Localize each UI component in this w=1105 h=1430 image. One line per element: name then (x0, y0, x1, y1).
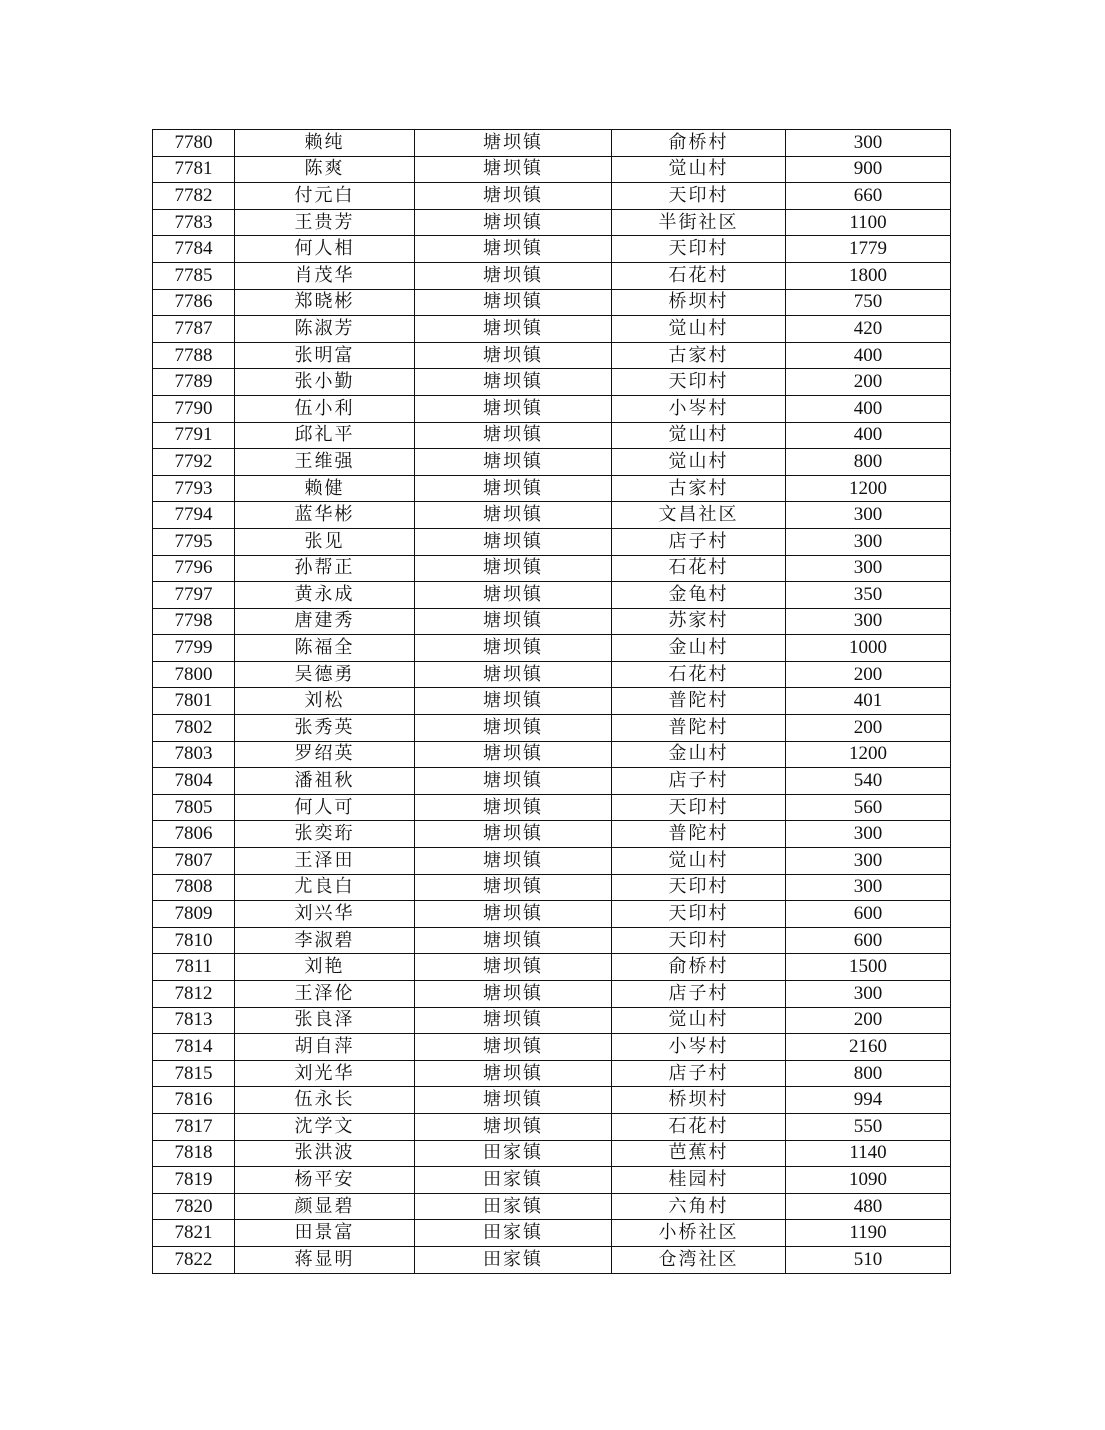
village-cell: 桥坝村 (612, 289, 786, 316)
person-name-cell: 张洪波 (235, 1140, 415, 1167)
town-cell: 田家镇 (415, 1167, 612, 1194)
person-name-cell: 何人相 (235, 236, 415, 263)
row-number-cell: 7786 (153, 289, 235, 316)
row-number-cell: 7796 (153, 555, 235, 582)
row-number-cell: 7787 (153, 316, 235, 343)
table-row (153, 1087, 951, 1114)
amount-cell: 300 (786, 130, 951, 157)
person-name-cell: 田景富 (235, 1220, 415, 1247)
village-cell: 觉山村 (612, 449, 786, 476)
town-cell: 塘坝镇 (415, 1087, 612, 1114)
table-row (153, 1220, 951, 1247)
person-name-cell: 赖纯 (235, 130, 415, 157)
village-cell: 石花村 (612, 555, 786, 582)
row-number-cell: 7788 (153, 342, 235, 369)
person-name-cell: 刘艳 (235, 954, 415, 981)
person-name-cell: 蒋显明 (235, 1246, 415, 1273)
amount-cell: 420 (786, 316, 951, 343)
amount-cell: 1500 (786, 954, 951, 981)
person-name-cell: 张奕珩 (235, 821, 415, 848)
table-row (153, 183, 951, 210)
amount-cell: 200 (786, 715, 951, 742)
amount-cell: 480 (786, 1193, 951, 1220)
amount-cell: 300 (786, 528, 951, 555)
amount-cell: 300 (786, 821, 951, 848)
row-number-cell: 7801 (153, 688, 235, 715)
row-number-cell: 7781 (153, 156, 235, 183)
table-row (153, 422, 951, 449)
person-name-cell: 张良泽 (235, 1007, 415, 1034)
village-cell: 小桥社区 (612, 1220, 786, 1247)
village-cell: 店子村 (612, 768, 786, 795)
amount-cell: 400 (786, 422, 951, 449)
row-number-cell: 7821 (153, 1220, 235, 1247)
person-name-cell: 王贵芳 (235, 209, 415, 236)
village-cell: 金山村 (612, 741, 786, 768)
amount-cell: 800 (786, 1060, 951, 1087)
table-row (153, 688, 951, 715)
amount-cell: 350 (786, 582, 951, 609)
row-number-cell: 7780 (153, 130, 235, 157)
table-row (153, 289, 951, 316)
village-cell: 觉山村 (612, 1007, 786, 1034)
row-number-cell: 7803 (153, 741, 235, 768)
row-number-cell: 7811 (153, 954, 235, 981)
table-row (153, 1167, 951, 1194)
table-row (153, 236, 951, 263)
table-row (153, 741, 951, 768)
amount-cell: 510 (786, 1246, 951, 1273)
table-row (153, 901, 951, 928)
village-cell: 金龟村 (612, 582, 786, 609)
town-cell: 塘坝镇 (415, 369, 612, 396)
table-row (153, 635, 951, 662)
table-row (153, 608, 951, 635)
person-name-cell: 黄永成 (235, 582, 415, 609)
amount-cell: 1140 (786, 1140, 951, 1167)
amount-cell: 1190 (786, 1220, 951, 1247)
person-name-cell: 刘松 (235, 688, 415, 715)
person-name-cell: 张见 (235, 528, 415, 555)
village-cell: 小岑村 (612, 395, 786, 422)
amount-cell: 300 (786, 502, 951, 529)
row-number-cell: 7795 (153, 528, 235, 555)
table-row (153, 156, 951, 183)
table-row (153, 502, 951, 529)
amount-cell: 300 (786, 981, 951, 1008)
table-row (153, 342, 951, 369)
amount-cell: 2160 (786, 1034, 951, 1061)
table-row (153, 794, 951, 821)
amount-cell: 200 (786, 1007, 951, 1034)
person-name-cell: 胡自萍 (235, 1034, 415, 1061)
village-cell: 金山村 (612, 635, 786, 662)
row-number-cell: 7800 (153, 661, 235, 688)
village-cell: 天印村 (612, 874, 786, 901)
amount-cell: 750 (786, 289, 951, 316)
row-number-cell: 7798 (153, 608, 235, 635)
person-name-cell: 邱礼平 (235, 422, 415, 449)
town-cell: 塘坝镇 (415, 528, 612, 555)
amount-cell: 800 (786, 449, 951, 476)
town-cell: 田家镇 (415, 1140, 612, 1167)
town-cell: 塘坝镇 (415, 848, 612, 875)
person-name-cell: 蓝华彬 (235, 502, 415, 529)
village-cell: 普陀村 (612, 688, 786, 715)
table-row (153, 1113, 951, 1140)
row-number-cell: 7805 (153, 794, 235, 821)
row-number-cell: 7799 (153, 635, 235, 662)
amount-cell: 540 (786, 768, 951, 795)
town-cell: 塘坝镇 (415, 502, 612, 529)
person-name-cell: 伍永长 (235, 1087, 415, 1114)
row-number-cell: 7793 (153, 475, 235, 502)
village-cell: 文昌社区 (612, 502, 786, 529)
amount-cell: 1090 (786, 1167, 951, 1194)
amount-cell: 400 (786, 342, 951, 369)
town-cell: 塘坝镇 (415, 262, 612, 289)
person-name-cell: 郑晓彬 (235, 289, 415, 316)
amount-cell: 900 (786, 156, 951, 183)
table-row (153, 874, 951, 901)
table-row (153, 395, 951, 422)
village-cell: 店子村 (612, 981, 786, 1008)
table-row (153, 848, 951, 875)
amount-cell: 1779 (786, 236, 951, 263)
village-cell: 桥坝村 (612, 1087, 786, 1114)
amount-cell: 600 (786, 901, 951, 928)
person-name-cell: 孙帮正 (235, 555, 415, 582)
row-number-cell: 7807 (153, 848, 235, 875)
town-cell: 塘坝镇 (415, 1034, 612, 1061)
table-row (153, 449, 951, 476)
row-number-cell: 7819 (153, 1167, 235, 1194)
person-name-cell: 罗绍英 (235, 741, 415, 768)
roster-table (152, 129, 951, 1274)
person-name-cell: 张秀英 (235, 715, 415, 742)
amount-cell: 1800 (786, 262, 951, 289)
table-row (153, 661, 951, 688)
table-row (153, 1193, 951, 1220)
town-cell: 塘坝镇 (415, 395, 612, 422)
table-row (153, 475, 951, 502)
town-cell: 田家镇 (415, 1246, 612, 1273)
table-row (153, 981, 951, 1008)
person-name-cell: 何人可 (235, 794, 415, 821)
person-name-cell: 颜显碧 (235, 1193, 415, 1220)
town-cell: 塘坝镇 (415, 954, 612, 981)
table-row (153, 130, 951, 157)
amount-cell: 300 (786, 874, 951, 901)
town-cell: 塘坝镇 (415, 289, 612, 316)
amount-cell: 600 (786, 927, 951, 954)
village-cell: 芭蕉村 (612, 1140, 786, 1167)
town-cell: 塘坝镇 (415, 316, 612, 343)
town-cell: 塘坝镇 (415, 342, 612, 369)
amount-cell: 994 (786, 1087, 951, 1114)
town-cell: 塘坝镇 (415, 741, 612, 768)
row-number-cell: 7808 (153, 874, 235, 901)
row-number-cell: 7784 (153, 236, 235, 263)
person-name-cell: 吴德勇 (235, 661, 415, 688)
town-cell: 塘坝镇 (415, 422, 612, 449)
person-name-cell: 张小勤 (235, 369, 415, 396)
person-name-cell: 杨平安 (235, 1167, 415, 1194)
village-cell: 仓湾社区 (612, 1246, 786, 1273)
table-row (153, 555, 951, 582)
amount-cell: 1200 (786, 741, 951, 768)
village-cell: 六角村 (612, 1193, 786, 1220)
town-cell: 塘坝镇 (415, 981, 612, 1008)
village-cell: 小岑村 (612, 1034, 786, 1061)
village-cell: 觉山村 (612, 422, 786, 449)
village-cell: 觉山村 (612, 848, 786, 875)
row-number-cell: 7804 (153, 768, 235, 795)
row-number-cell: 7813 (153, 1007, 235, 1034)
amount-cell: 550 (786, 1113, 951, 1140)
table-row (153, 262, 951, 289)
village-cell: 天印村 (612, 236, 786, 263)
village-cell: 古家村 (612, 342, 786, 369)
town-cell: 塘坝镇 (415, 768, 612, 795)
table-row (153, 369, 951, 396)
table-row (153, 1007, 951, 1034)
village-cell: 天印村 (612, 794, 786, 821)
village-cell: 古家村 (612, 475, 786, 502)
person-name-cell: 唐建秀 (235, 608, 415, 635)
person-name-cell: 陈福全 (235, 635, 415, 662)
row-number-cell: 7789 (153, 369, 235, 396)
amount-cell: 560 (786, 794, 951, 821)
town-cell: 塘坝镇 (415, 130, 612, 157)
amount-cell: 1200 (786, 475, 951, 502)
row-number-cell: 7816 (153, 1087, 235, 1114)
row-number-cell: 7782 (153, 183, 235, 210)
table-row (153, 582, 951, 609)
row-number-cell: 7802 (153, 715, 235, 742)
village-cell: 桂园村 (612, 1167, 786, 1194)
village-cell: 天印村 (612, 927, 786, 954)
row-number-cell: 7815 (153, 1060, 235, 1087)
town-cell: 塘坝镇 (415, 1060, 612, 1087)
amount-cell: 660 (786, 183, 951, 210)
row-number-cell: 7794 (153, 502, 235, 529)
town-cell: 田家镇 (415, 1193, 612, 1220)
amount-cell: 300 (786, 608, 951, 635)
town-cell: 塘坝镇 (415, 635, 612, 662)
table-row (153, 316, 951, 343)
table-row (153, 209, 951, 236)
person-name-cell: 陈淑芳 (235, 316, 415, 343)
row-number-cell: 7797 (153, 582, 235, 609)
town-cell: 塘坝镇 (415, 1113, 612, 1140)
town-cell: 塘坝镇 (415, 449, 612, 476)
village-cell: 天印村 (612, 369, 786, 396)
town-cell: 塘坝镇 (415, 209, 612, 236)
row-number-cell: 7810 (153, 927, 235, 954)
table-row (153, 1246, 951, 1273)
amount-cell: 300 (786, 848, 951, 875)
village-cell: 店子村 (612, 1060, 786, 1087)
person-name-cell: 潘祖秋 (235, 768, 415, 795)
amount-cell: 1000 (786, 635, 951, 662)
row-number-cell: 7792 (153, 449, 235, 476)
village-cell: 俞桥村 (612, 954, 786, 981)
row-number-cell: 7817 (153, 1113, 235, 1140)
village-cell: 天印村 (612, 901, 786, 928)
amount-cell: 400 (786, 395, 951, 422)
amount-cell: 401 (786, 688, 951, 715)
person-name-cell: 刘光华 (235, 1060, 415, 1087)
row-number-cell: 7818 (153, 1140, 235, 1167)
row-number-cell: 7806 (153, 821, 235, 848)
row-number-cell: 7820 (153, 1193, 235, 1220)
person-name-cell: 赖健 (235, 475, 415, 502)
town-cell: 塘坝镇 (415, 874, 612, 901)
town-cell: 塘坝镇 (415, 555, 612, 582)
town-cell: 田家镇 (415, 1220, 612, 1247)
amount-cell: 300 (786, 555, 951, 582)
town-cell: 塘坝镇 (415, 183, 612, 210)
person-name-cell: 张明富 (235, 342, 415, 369)
village-cell: 半街社区 (612, 209, 786, 236)
table-row (153, 1034, 951, 1061)
table-row (153, 715, 951, 742)
amount-cell: 200 (786, 369, 951, 396)
person-name-cell: 付元白 (235, 183, 415, 210)
row-number-cell: 7791 (153, 422, 235, 449)
town-cell: 塘坝镇 (415, 582, 612, 609)
town-cell: 塘坝镇 (415, 156, 612, 183)
row-number-cell: 7785 (153, 262, 235, 289)
person-name-cell: 王泽伦 (235, 981, 415, 1008)
person-name-cell: 王泽田 (235, 848, 415, 875)
roster-table-body (153, 130, 951, 1274)
amount-cell: 1100 (786, 209, 951, 236)
village-cell: 普陀村 (612, 821, 786, 848)
town-cell: 塘坝镇 (415, 901, 612, 928)
village-cell: 石花村 (612, 1113, 786, 1140)
town-cell: 塘坝镇 (415, 927, 612, 954)
town-cell: 塘坝镇 (415, 475, 612, 502)
town-cell: 塘坝镇 (415, 821, 612, 848)
town-cell: 塘坝镇 (415, 236, 612, 263)
town-cell: 塘坝镇 (415, 794, 612, 821)
amount-cell: 200 (786, 661, 951, 688)
person-name-cell: 李淑碧 (235, 927, 415, 954)
village-cell: 石花村 (612, 262, 786, 289)
town-cell: 塘坝镇 (415, 608, 612, 635)
row-number-cell: 7790 (153, 395, 235, 422)
table-row (153, 1060, 951, 1087)
town-cell: 塘坝镇 (415, 688, 612, 715)
village-cell: 苏家村 (612, 608, 786, 635)
row-number-cell: 7783 (153, 209, 235, 236)
row-number-cell: 7812 (153, 981, 235, 1008)
person-name-cell: 王维强 (235, 449, 415, 476)
table-row (153, 821, 951, 848)
village-cell: 店子村 (612, 528, 786, 555)
person-name-cell: 刘兴华 (235, 901, 415, 928)
town-cell: 塘坝镇 (415, 661, 612, 688)
row-number-cell: 7814 (153, 1034, 235, 1061)
village-cell: 觉山村 (612, 316, 786, 343)
row-number-cell: 7809 (153, 901, 235, 928)
village-cell: 觉山村 (612, 156, 786, 183)
table-row (153, 768, 951, 795)
row-number-cell: 7822 (153, 1246, 235, 1273)
person-name-cell: 沈学文 (235, 1113, 415, 1140)
village-cell: 普陀村 (612, 715, 786, 742)
town-cell: 塘坝镇 (415, 715, 612, 742)
table-row (153, 1140, 951, 1167)
village-cell: 石花村 (612, 661, 786, 688)
table-row (153, 528, 951, 555)
table-row (153, 954, 951, 981)
table-row (153, 927, 951, 954)
person-name-cell: 陈爽 (235, 156, 415, 183)
person-name-cell: 肖茂华 (235, 262, 415, 289)
village-cell: 俞桥村 (612, 130, 786, 157)
person-name-cell: 尤良白 (235, 874, 415, 901)
town-cell: 塘坝镇 (415, 1007, 612, 1034)
village-cell: 天印村 (612, 183, 786, 210)
person-name-cell: 伍小利 (235, 395, 415, 422)
